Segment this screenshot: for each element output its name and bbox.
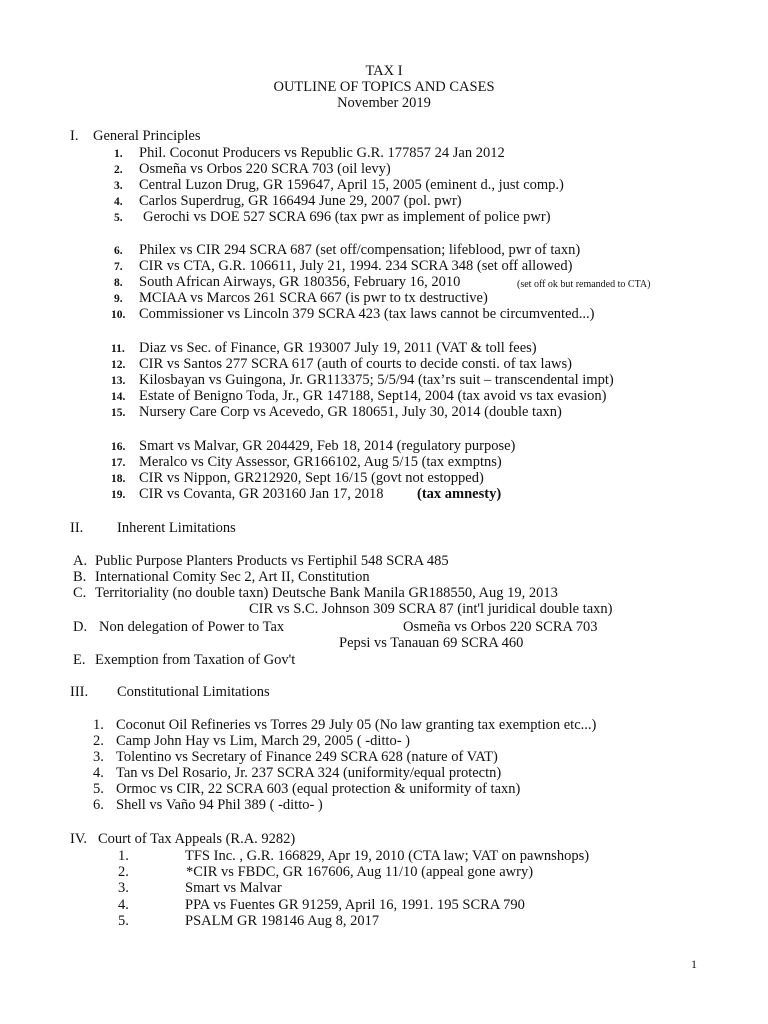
- section-2-roman: II.: [70, 520, 84, 536]
- list-item: Tan vs Del Rosario, Jr. 237 SCRA 324 (uniformity/equal protectn): [116, 765, 502, 781]
- list-item: Pepsi vs Tanauan 69 SCRA 460: [339, 635, 524, 651]
- list-item-number: 4.: [118, 897, 129, 913]
- list-item-letter: E.: [73, 652, 86, 668]
- list-item: Ormoc vs CIR, 22 SCRA 603 (equal protection & uniformity of taxn): [116, 781, 521, 797]
- list-item-number: 6.: [93, 797, 104, 813]
- list-item-number: 3.: [118, 880, 129, 896]
- list-item: PSALM GR 198146 Aug 8, 2017: [185, 913, 380, 929]
- list-item-letter: B.: [73, 569, 87, 585]
- list-item: Public Purpose Planters Products vs Fertiphil 548 SCRA 485: [95, 553, 449, 569]
- list-item: Osmeña vs Orbos 220 SCRA 703: [403, 619, 598, 635]
- section-1-roman: I.: [70, 128, 79, 144]
- section-3-roman: III.: [70, 684, 89, 700]
- list-item: PPA vs Fuentes GR 91259, April 16, 1991. 195 SCRA 790: [185, 897, 525, 913]
- list-item: Camp John Hay vs Lim, March 29, 2005 ( -ditto- ): [116, 733, 410, 749]
- list-item: *CIR vs FBDC, GR 167606, Aug 11/10 (appeal gone awry): [186, 864, 534, 880]
- list-item-letter: C.: [73, 585, 87, 601]
- section-4-heading: Court of Tax Appeals (R.A. 9282): [98, 831, 296, 847]
- list-item-number: 5.: [118, 913, 129, 929]
- section-2-heading: Inherent Limitations: [117, 520, 236, 536]
- list-item: Non delegation of Power to Tax: [99, 619, 285, 635]
- list-item-number: 2.: [118, 864, 129, 880]
- list-item-number: 5.: [93, 781, 104, 797]
- list-item: TFS Inc. , G.R. 166829, Apr 19, 2010 (CTA law; VAT on pawnshops): [185, 848, 590, 864]
- document-subtitle: OUTLINE OF TOPICS AND CASES: [273, 79, 495, 95]
- section-4-roman: IV.: [70, 831, 88, 847]
- document-date: November 2019: [337, 95, 431, 111]
- list-item-number: 2.: [93, 733, 104, 749]
- document-title: TAX I: [365, 63, 403, 79]
- section-1-heading: General Principles: [93, 128, 201, 144]
- list-item: Tolentino vs Secretary of Finance 249 SCRA 628 (nature of VAT): [116, 749, 498, 765]
- list-item: Shell vs Vaño 94 Phil 389 ( -ditto- ): [116, 797, 323, 813]
- list-item: International Comity Sec 2, Art II, Constitution: [95, 569, 370, 585]
- section-3-heading: Constitutional Limitations: [117, 684, 270, 700]
- list-item: Coconut Oil Refineries vs Torres 29 July 05 (No law granting tax exemption etc...): [116, 717, 597, 733]
- page-number: 1: [691, 957, 697, 971]
- list-item-number: 1.: [118, 848, 129, 864]
- list-item-number: 1.: [93, 717, 104, 733]
- list-item-number: 3.: [93, 749, 104, 765]
- list-item-letter: A.: [73, 553, 88, 569]
- list-item: Exemption from Taxation of Gov't: [95, 652, 296, 668]
- list-item-number: 4.: [93, 765, 104, 781]
- list-item-letter: D.: [73, 619, 88, 635]
- list-item: Territoriality (no double taxn) Deutsche Bank Manila GR188550, Aug 19, 2013: [95, 585, 558, 601]
- list-item: CIR vs S.C. Johnson 309 SCRA 87 (int'l juridical double taxn): [249, 601, 613, 617]
- list-item: Smart vs Malvar: [185, 880, 282, 896]
